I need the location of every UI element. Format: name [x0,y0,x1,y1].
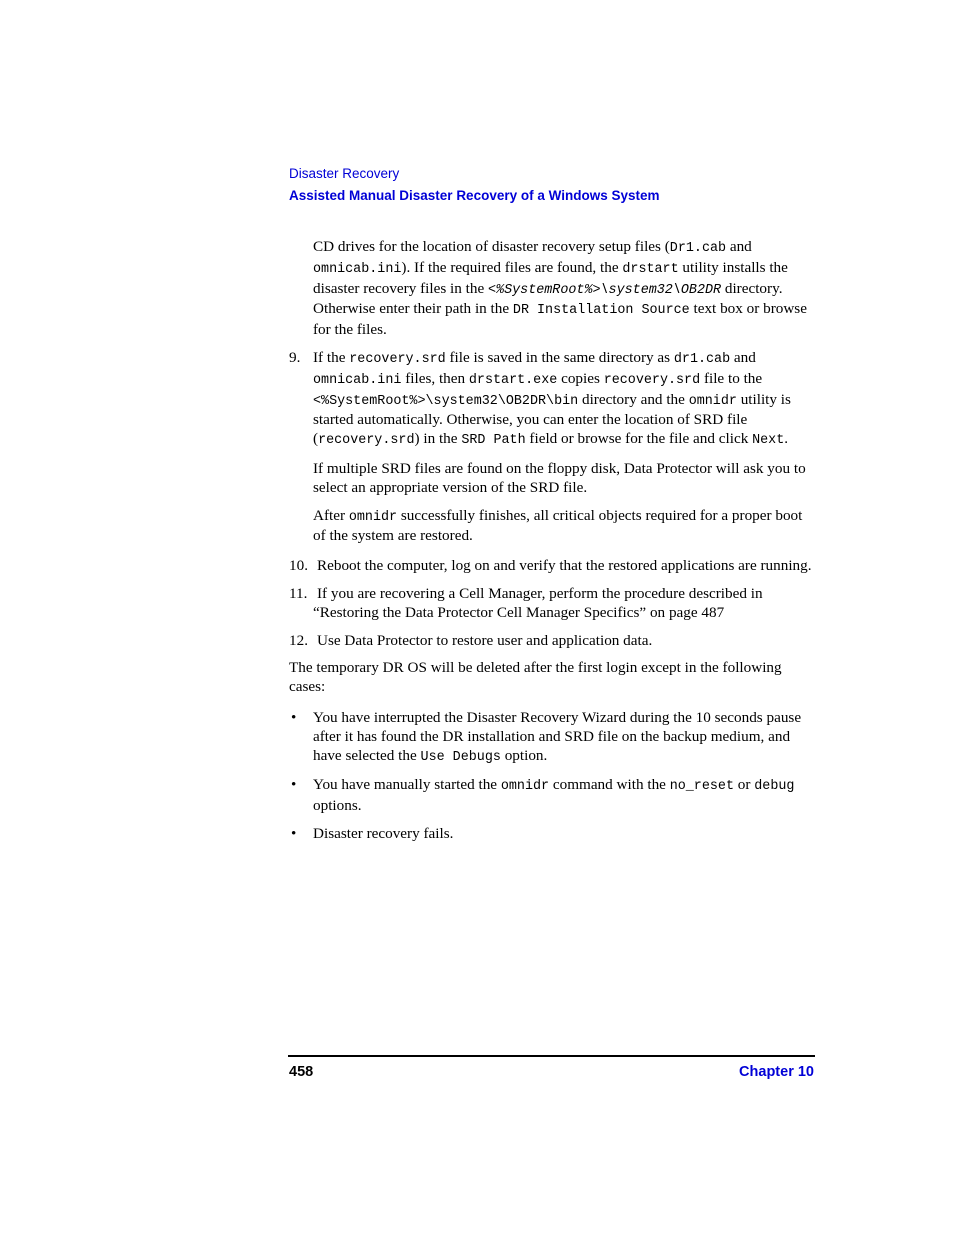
step-9-note-2: After omnidr successfully finishes, all critical objects required for a proper boot of the system are restored. [313,506,803,545]
bullet-item [289,709,815,767]
step-text: Reboot the computer, log on and verify that the restored applications are running. [317,557,812,575]
step-10 [289,557,815,576]
step-text: If you are recovering a Cell Manager, perform the procedure described in “Restoring the Data Protector Cell Manager Specifics” on page 487 [313,584,763,621]
running-header-subsection: Assisted Manual Disaster Recovery of a Windows System [289,188,660,203]
footer-rule [288,1055,815,1057]
continued-paragraph: CD drives for the location of disaster recovery setup files (Dr1.cab and omnicab.ini). If the required files are found, the drstart utility installs the disaster recovery files in the <%SystemRoot%>\system32\OB2DR directory. Otherwise enter their path in the DR Installation Source text box or browse for the files. [313,238,807,339]
page-number: 458 [289,1064,314,1080]
bullet-marker: • [291,776,297,794]
step-text: Use Data Protector to restore user and application data. [317,631,653,649]
step-text: If the recovery.srd file is saved in the same directory as dr1.cab and omnicab.ini files, then drstart.exe copies recovery.srd file to the <%SystemRoot%>\system32\OB2DR\bin directory and the omnidr utility is started automatically. Otherwise, you can enter the location of SRD file (recovery.srd) in the SRD Path field or browse for the file and click Next. [313,348,791,449]
bullet-marker: • [291,824,297,842]
bullet-marker: • [291,708,297,726]
bullet-text: You have manually started the omnidr command with the no_reset or debug options. [313,776,795,815]
step-number: 12. [289,631,308,649]
running-header-section: Disaster Recovery [289,166,400,181]
step-number: 11. [289,584,308,602]
chapter-label: Chapter 10 [739,1064,814,1080]
bullet-item [289,825,815,844]
step-11 [289,585,815,623]
bullet-item [289,776,815,816]
step-number: 10. [289,557,308,575]
bullet-text: Disaster recovery fails. [313,824,454,842]
step-9-note-1: If multiple SRD files are found on the floppy disk, Data Protector will ask you to select an appropriate version of the SRD file. [313,459,806,496]
after-steps-paragraph: The temporary DR OS will be deleted after the first login except in the following cases: [289,659,782,696]
step-9 [289,349,815,546]
body-text [289,238,815,853]
step-12 [289,632,815,651]
bullet-text: You have interrupted the Disaster Recovery Wizard during the 10 seconds pause after it has found the DR installation and SRD file on the backup medium, and have selected the Use Debugs option. [313,708,802,765]
step-number: 9. [289,348,301,366]
